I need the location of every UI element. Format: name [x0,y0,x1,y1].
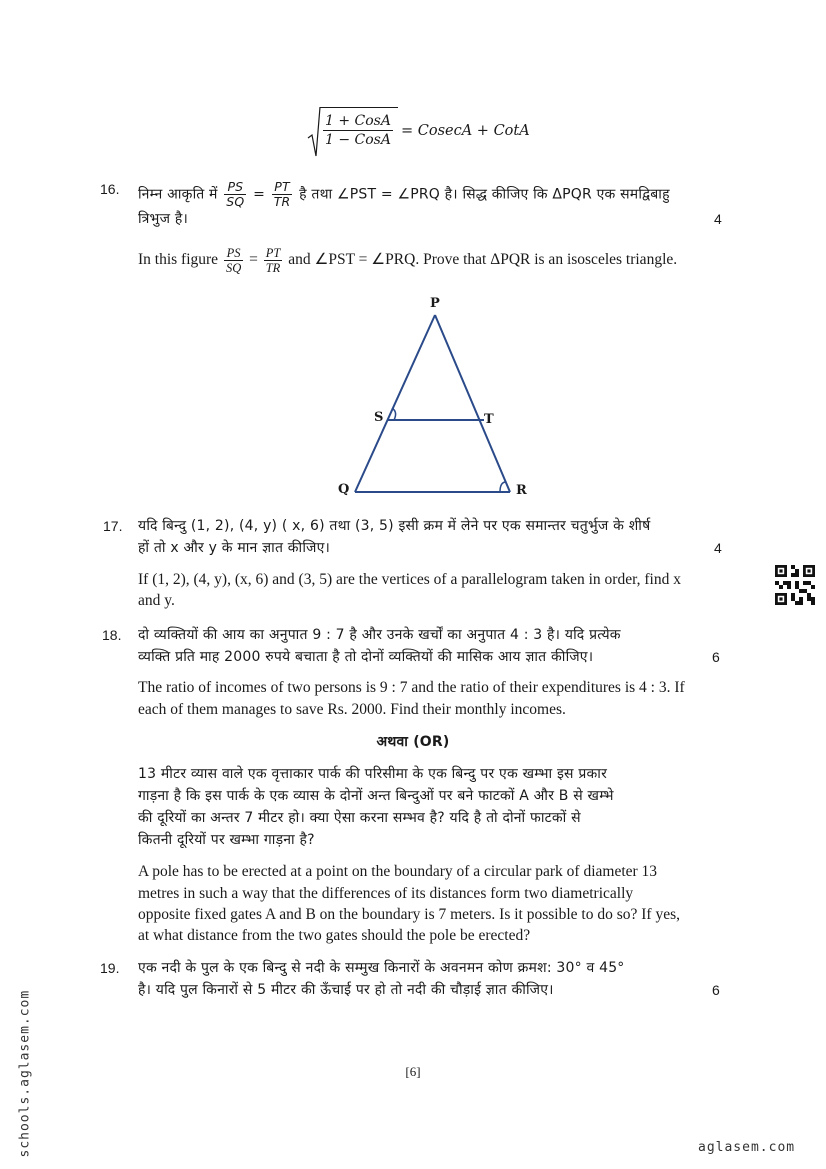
q17-hindi-line2: हों तो x और y के मान ज्ञात कीजिए। [138,540,331,556]
angle-prq-arc [500,482,506,492]
side-pr [435,315,510,492]
qr-code-icon [775,565,815,605]
question-number: 18. [102,627,122,643]
marks: 6 [712,982,720,998]
marks: 6 [712,649,720,665]
or-heading: अथवा (OR) [376,734,450,750]
q17-english-line1: If (1, 2), (4, y), (x, 6) and (3, 5) are the vertices of a parallelogram taken in order, find x [138,571,681,588]
or-hindi-line4: कितनी दूरियों पर खम्भा गाड़ना है? [138,832,315,848]
q18-english-line2: each of them manages to save Rs. 2000. Find their monthly incomes. [138,701,566,718]
label-t: T [484,412,494,427]
or-hindi-line2: गाड़ना है कि इस पार्क के एक व्यास के दोनों अन्त बिन्दुओं पर बने फाटकों A और B से खम्भे [138,788,614,804]
question-number: 16. [100,181,120,197]
label-s: S [374,410,384,425]
q17-english-line2: and y. [138,592,175,609]
label-q: Q [338,482,350,497]
identity-formula [307,106,547,158]
formula-denominator: 1 − CosA [325,132,391,148]
q16-hindi-line2: त्रिभुज है। [138,211,188,227]
q18-hindi-line2: व्यक्ति प्रति माह 2000 रुपये बचाता है तो दोनों व्यक्तियों की मासिक आय ज्ञात कीजिए। [138,649,594,665]
q18-english-line1: The ratio of incomes of two persons is 9 : 7 and the ratio of their expenditures is 4 : 3. If [138,679,685,696]
q17-hindi-line1: यदि बिन्दु (1, 2), (4, y) ( x, 6) तथा (3, 5) इसी क्रम में लेने पर एक समान्तर चतुर्भुज के शीर्ष [138,518,651,534]
bottom-watermark: aglasem.com [698,1140,796,1155]
or-hindi-line1: 13 मीटर व्यास वाले एक वृत्ताकार पार्क की परिसीमा के एक बिन्दु पर एक खम्भा इस प्रकार [138,766,608,782]
q16-hindi-line1: निम्न आकृति में $\frac{PS}{SQ}$ = $\frac{PT}{TR}$ है तथा ∠PST = ∠PRQ है। सिद्ध कीजिए कि ΔPQR एक समद्विबाहु [138,179,670,209]
formula-numerator: 1 + CosA [325,113,391,129]
question-number: 19. [100,960,120,976]
q16-english: In this figure $\frac{PS}{SQ}$ = $\frac{PT}{TR}$ and ∠PST = ∠PRQ. Prove that ΔPQR is an isosceles triangle. [138,246,678,275]
q19-hindi-line2: है। यदि पुल किनारों से 5 मीटर की ऊँचाई पर हो तो नदी की चौड़ाई ज्ञात कीजिए। [138,982,554,998]
side-pq [355,315,435,492]
or-english-line2: metres in such a way that the differences of its distances form two diametrically [138,885,634,902]
marks: 4 [714,540,722,556]
label-r: R [516,483,527,498]
or-hindi-line3: की दूरियों का अन्तर 7 मीटर हो। क्या ऐसा करना सम्भव है? यदि है तो दोनों फाटकों से [138,810,581,826]
side-watermark: schools.aglasem.com [17,989,33,1158]
marks: 4 [714,211,722,227]
label-p: P [430,296,440,311]
q19-hindi-line1: एक नदी के पुल के एक बिन्दु से नदी के सम्मुख किनारों के अवनमन कोण क्रमश: 30° व 45° [138,960,625,976]
question-number: 17. [103,518,123,534]
square-root-sign [307,106,321,158]
or-english-line4: at what distance from the two gates should the pole be erected? [138,927,531,944]
q18-hindi-line1: दो व्यक्तियों की आय का अनुपात 9 : 7 है और उनके खर्चों का अनुपात 4 : 3 है। यदि प्रत्येक [138,627,621,643]
or-english-line3: opposite fixed gates A and B on the boundary is 7 meters. Is it possible to do so? If yes, [138,906,680,923]
or-english-line1: A pole has to be erected at a point on the boundary of a circular park of diameter 13 [138,863,658,880]
triangle-pqr-figure [330,290,540,505]
formula-rhs: = CosecA + CotA [401,123,530,139]
page-number: [6] [405,1064,421,1079]
